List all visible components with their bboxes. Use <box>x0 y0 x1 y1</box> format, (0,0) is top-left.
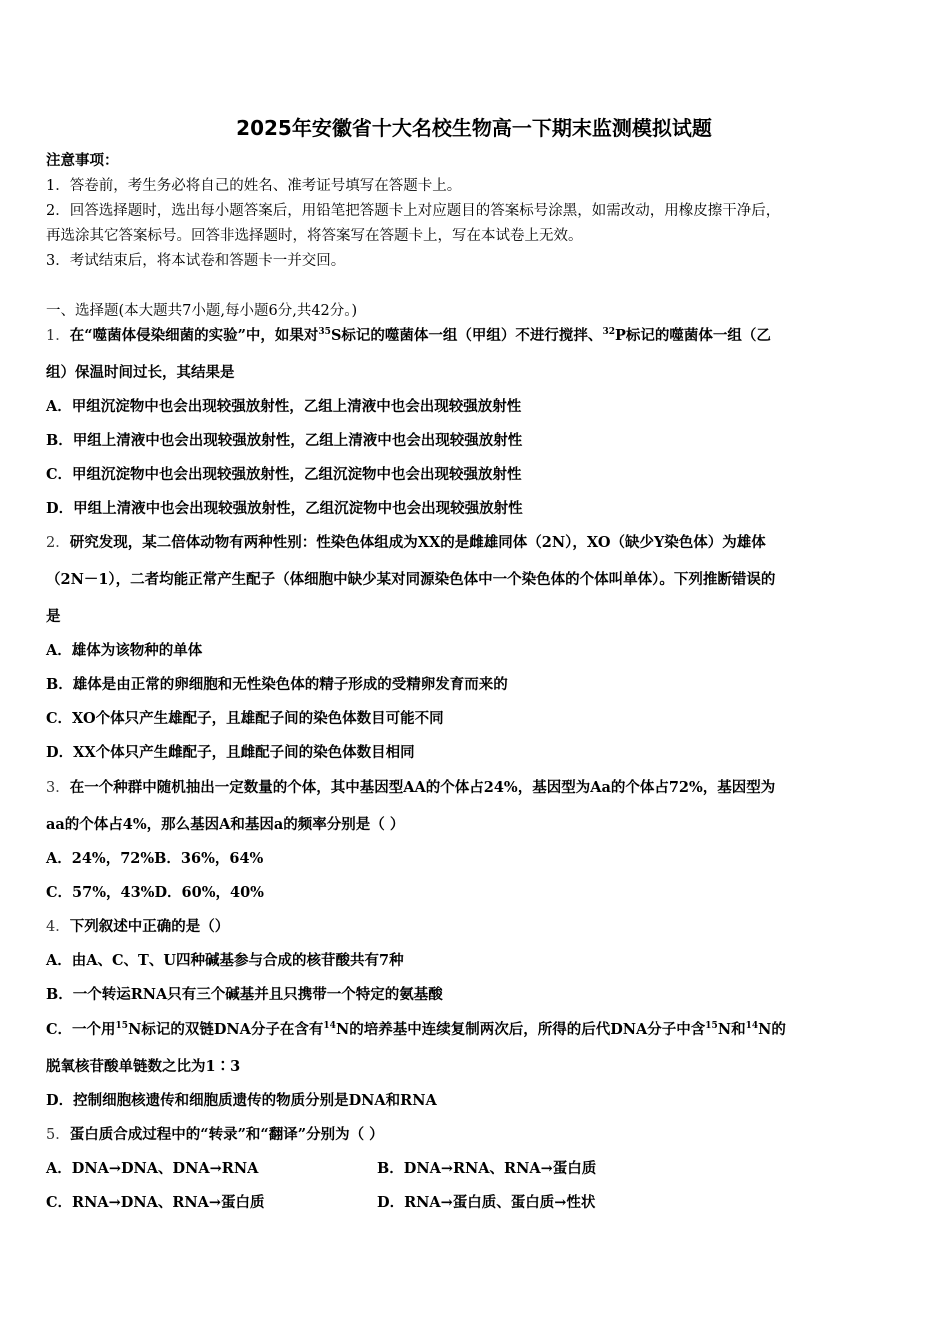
notice-heading: 注意事项： <box>46 152 119 169</box>
question-2-option-c: C．XO个体只产生雄配子，且雄配子间的染色体数目可能不同 <box>46 710 444 727</box>
question-1-stem: 1．在“噬菌体侵染细菌的实验”中，如果对$^{35}$S标记的噬菌体一组（甲组）不进行搅拌、$^{32}$P标记的噬菌体一组（乙 <box>46 327 771 344</box>
question-5-stem: 5．蛋白质合成过程中的“转录”和“翻译”分别为（ ） <box>46 1126 384 1143</box>
question-number: 3． <box>46 780 70 796</box>
question-number: 4． <box>46 919 70 935</box>
question-2-option-b: B．雄体是由正常的卵细胞和无性染色体的精子形成的受精卵发育而来的 <box>46 676 508 693</box>
notice-item: 3．考试结束后，将本试卷和答题卡一并交回。 <box>46 253 346 269</box>
question-2-option-d: D．XX个体只产生雌配子，且雌配子间的染色体数目相同 <box>46 744 415 761</box>
notice-item: 2．回答选择题时，选出每小题答案后，用铅笔把答题卡上对应题目的答案标号涂黑，如需改动，用橡皮擦干净后， <box>46 203 781 219</box>
question-number: 1． <box>46 328 70 344</box>
question-4-option-b: B．一个转运RNA只有三个碱基并且只携带一个特定的氨基酸 <box>46 986 443 1003</box>
question-5-option-b: B．DNA→RNA、RNA→蛋白质 <box>377 1160 597 1177</box>
question-4-option-d: D．控制细胞核遗传和细胞质遗传的物质分别是DNA和RNA <box>46 1092 437 1109</box>
page-title: 2025年安徽省十大名校生物高一下期末监测模拟试题 <box>236 116 712 140</box>
question-4-option-a: A．由A、C、T、U四种碱基参与合成的核苷酸共有7种 <box>46 952 404 969</box>
question-4-option-c-cont: 脱氧核苷酸单链数之比为1∶3 <box>46 1058 241 1075</box>
question-number: 2． <box>46 535 70 551</box>
question-1-option-b: B．甲组上清液中也会出现较强放射性，乙组上清液中也会出现较强放射性 <box>46 432 523 449</box>
question-5-option-a: A．DNA→DNA、DNA→RNA <box>46 1160 259 1177</box>
question-2-option-a: A．雄体为该物种的单体 <box>46 642 203 659</box>
question-4-option-c: C．一个用$^{15}$N标记的双链DNA分子在含有$^{14}$N的培养基中连续复制两次后，所得的后代DNA分子中含$^{15}$N和$^{14}$N的 <box>46 1021 786 1038</box>
notice-item: 1．答卷前，考生务必将自己的姓名、准考证号填写在答题卡上。 <box>46 178 462 194</box>
question-3-options-ab: A．24%，72%B．36%，64% <box>46 850 264 867</box>
question-1-stem-cont: 组）保温时间过长，其结果是 <box>46 364 235 381</box>
question-2-stem: 2．研究发现，某二倍体动物有两种性别：性染色体组成为XX的是雌雄同体（2N），XO（缺少Y染色体）为雄体 <box>46 534 766 551</box>
question-number: 5． <box>46 1127 70 1143</box>
question-5-option-c: C．RNA→DNA、RNA→蛋白质 <box>46 1194 265 1211</box>
question-2-stem-cont: （2N－1），二者均能正常产生配子（体细胞中缺少某对同源染色体中一个染色体的个体叫单体）。下列推断错误的 <box>46 571 776 588</box>
question-1-option-d: D．甲组上清液中也会出现较强放射性，乙组沉淀物中也会出现较强放射性 <box>46 500 523 517</box>
question-3-options-cd: C．57%，43%D．60%，40% <box>46 884 264 901</box>
question-3-stem: 3．在一个种群中随机抽出一定数量的个体，其中基因型AA的个体占24%，基因型为Aa的个体占72%，基因型为 <box>46 779 776 796</box>
question-1-option-c: C．甲组沉淀物中也会出现较强放射性，乙组沉淀物中也会出现较强放射性 <box>46 466 522 483</box>
question-1-option-a: A．甲组沉淀物中也会出现较强放射性，乙组上清液中也会出现较强放射性 <box>46 398 522 415</box>
notice-item: 再选涂其它答案标号。回答非选择题时，将答案写在答题卡上，写在本试卷上无效。 <box>46 228 583 244</box>
section-heading: 一、选择题(本大题共7小题,每小题6分,共42分。) <box>46 303 358 319</box>
question-5-option-d: D．RNA→蛋白质、蛋白质→性状 <box>377 1194 596 1211</box>
question-2-stem-cont: 是 <box>46 608 61 625</box>
question-3-stem-cont: aa的个体占4%，那么基因A和基因a的频率分别是（ ） <box>46 816 405 833</box>
question-4-stem: 4．下列叙述中正确的是（） <box>46 918 230 935</box>
